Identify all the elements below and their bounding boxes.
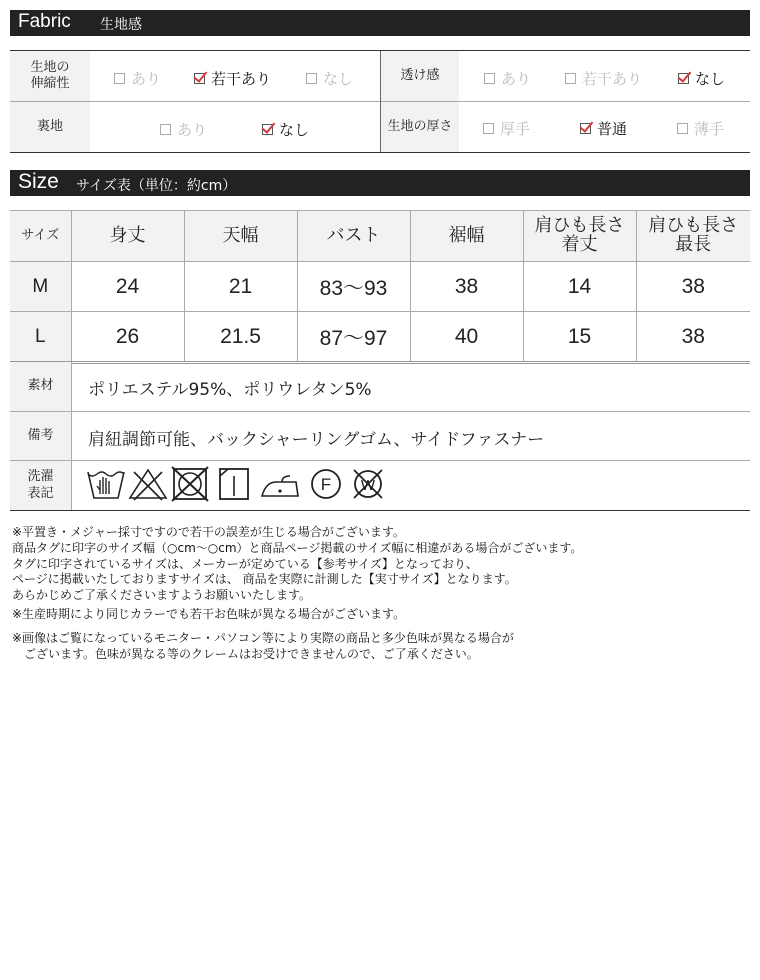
thickness-option-usude: 薄手 [677, 118, 724, 139]
stretch-option-nashi: なし [306, 68, 353, 89]
size-title: Size [18, 170, 59, 193]
table-cell: 24 [71, 262, 184, 312]
table-cell: 14 [523, 262, 636, 312]
fabric-title: Fabric [18, 11, 71, 32]
column-header: 肩ひも長さ 最長 [636, 211, 750, 262]
checkbox-icon [160, 124, 171, 135]
table-cell: 26 [71, 312, 184, 363]
fabric-table [10, 50, 750, 153]
fabric-header [10, 10, 750, 36]
thickness-label: 生地の厚さ [381, 102, 459, 152]
size-header [10, 170, 750, 196]
thickness-option-atsude: 厚手 [483, 118, 530, 139]
fabric-subtitle: 生地感 [100, 17, 142, 33]
size-subtitle: サイズ表（単位：約cm） [76, 178, 237, 194]
row-size: L [10, 312, 71, 363]
table-cell: 38 [636, 262, 750, 312]
table-row [10, 262, 750, 312]
remarks-value: 肩紐調節可能、バックシャーリングゴム、サイドファスナー [88, 430, 545, 450]
table-cell: 21 [184, 262, 297, 312]
checkbox-icon [306, 73, 317, 84]
shade-drip-dry-icon [214, 466, 254, 502]
iron-low-icon [258, 466, 302, 502]
svg-text:F: F [320, 475, 332, 494]
column-header: 肩ひも長さ 着丈 [523, 211, 636, 262]
lining-label: 裏地 [10, 102, 90, 152]
table-cell: 83〜93 [297, 262, 410, 312]
column-header: 天幅 [184, 211, 297, 262]
checkbox-icon [678, 73, 689, 84]
table-cell: 38 [410, 262, 523, 312]
row-divider [10, 460, 750, 461]
checkbox-icon [565, 73, 576, 84]
no-bleach-icon [128, 466, 168, 502]
disclaimer-tag-size: 商品タグに印字のサイズ幅（○cm〜○cm）と商品ページ掲載のサイズ幅に相違がある場合がございます。 タグに印字されているサイズは、メーカーが定めている【参考サイズ】となっており、 ページに掲載いたしておりますサイズは、 商品を実際に計測した【実寸サイズ】となります。 あらかじめご了承くださいますようお願いいたします。 [12, 541, 583, 602]
stretch-option-jakkan: 若干あり [194, 68, 271, 89]
column-header: 身丈 [71, 211, 184, 262]
checkbox-icon [677, 123, 688, 134]
details-table [10, 362, 750, 511]
sheer-label: 透け感 [381, 51, 459, 101]
table-row [10, 312, 750, 363]
stretch-option-ari: あり [114, 68, 161, 89]
hand-wash-icon [86, 466, 126, 502]
table-cell: 40 [410, 312, 523, 363]
stretch-label: 生地の 伸縮性 [10, 51, 90, 101]
table-cell: 21.5 [184, 312, 297, 363]
thickness-option-futsu: 普通 [580, 118, 627, 139]
care-label: 洗濯 表記 [10, 461, 71, 510]
table-cell: 15 [523, 312, 636, 363]
column-divider [71, 362, 72, 510]
no-wet-clean-icon [348, 466, 388, 502]
disclaimer-monitor: ※画像はご覧になっているモニター・パソコン等により実際の商品と多少色味が異なる場合が ございます。色味が異なる等のクレームはお受けできませんので、ご了承ください。 [12, 631, 514, 661]
material-label: 素材 [10, 362, 71, 411]
size-table [10, 210, 750, 364]
remarks-label: 備考 [10, 412, 71, 460]
row-divider [10, 411, 750, 412]
column-header: サイズ [10, 211, 71, 262]
row-size: M [10, 262, 71, 312]
lining-option-nashi: なし [262, 119, 309, 140]
column-header: バスト [297, 211, 410, 262]
material-value: ポリエステル95%、ポリウレタン5% [88, 380, 372, 400]
svg-text:W: W [360, 477, 376, 494]
table-cell: 87〜97 [297, 312, 410, 363]
lining-option-ari: あり [160, 119, 207, 140]
column-header: 裾幅 [410, 211, 523, 262]
checkbox-icon [262, 124, 273, 135]
sheer-option-nashi: なし [678, 68, 725, 89]
checkbox-icon [194, 73, 205, 84]
table-cell: 38 [636, 312, 750, 363]
checkbox-icon [483, 123, 494, 134]
dry-clean-f-icon [306, 466, 346, 502]
checkbox-icon [484, 73, 495, 84]
no-tumble-dry-icon [170, 466, 210, 502]
disclaimer-color-lot: ※生産時期により同じカラーでも若干お色味が異なる場合がございます。 [12, 607, 406, 621]
checkbox-icon [580, 123, 591, 134]
sheer-option-ari: あり [484, 68, 531, 89]
size-table-header [10, 211, 750, 262]
checkbox-icon [114, 73, 125, 84]
disclaimer-measurement: ※平置き・メジャー採寸ですので若干の誤差が生じる場合がございます。 [12, 525, 405, 539]
sheer-option-jakkan: 若干あり [565, 68, 642, 89]
